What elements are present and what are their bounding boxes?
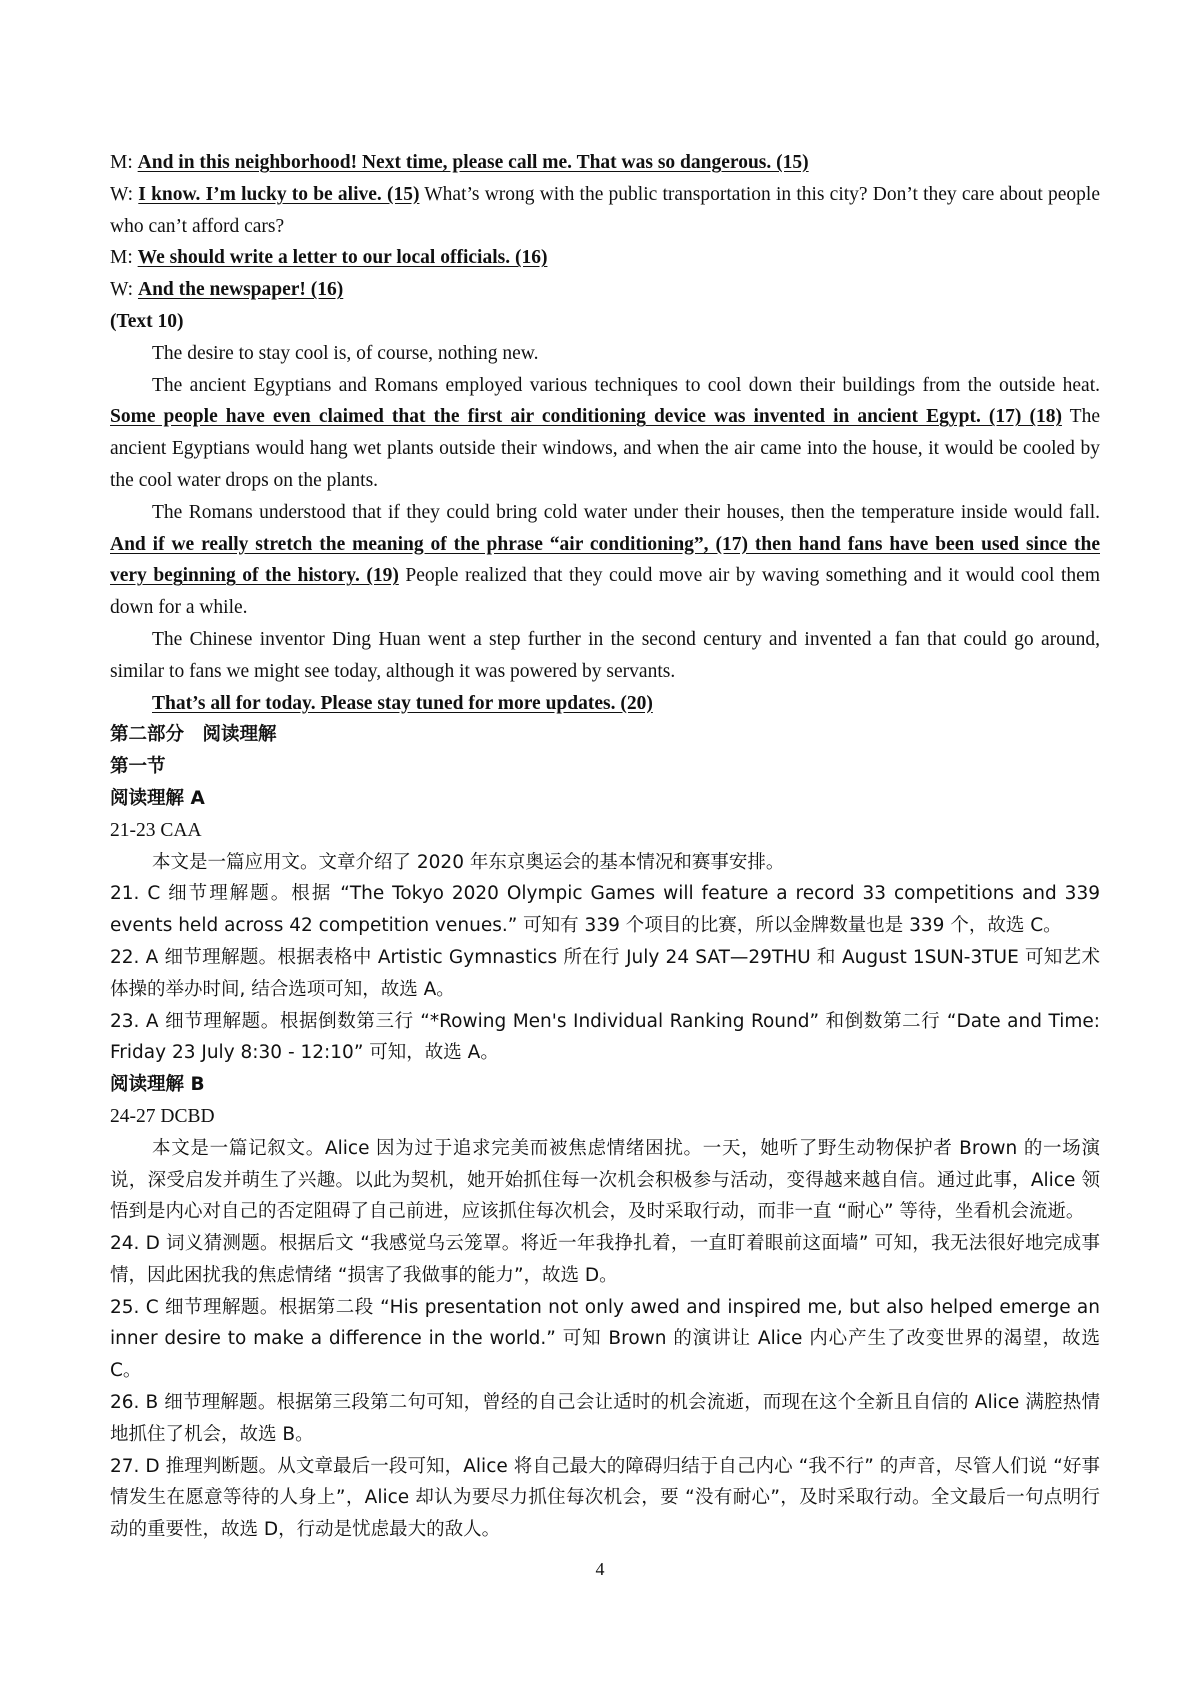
- underlined-answer: We should write a letter to our local officials. (16): [137, 247, 548, 269]
- reading-a-item-21: 21. C 细节理解题。根据 “The Tokyo 2020 Olympic Games will feature a record 33 competitions and 339 events held across 42 competition venues.” 可知有 339 个项目的比赛，所以金牌数量也是 339 个，故选 C。: [110, 883, 1100, 937]
- paragraph-text: People realized that they could move air by waving something and it would cool them down for a while.: [110, 565, 1100, 619]
- underlined-answer: Some people have even claimed that the first air conditioning device was invented in ancient Egypt. (17) (18): [110, 406, 1062, 428]
- paragraph-text: The ancient Egyptians would hang wet plants outside their windows, and when the air came into the house, it would be cooled by the cool water drops on the plants.: [110, 406, 1100, 491]
- reading-b-item-24: 24. D 词义猜测题。根据后文 “我感觉乌云笼罩。将近一年我挣扎着，一直盯着眼前这面墙” 可知，我无法很好地完成事情，因此困扰我的焦虑情绪 “损害了我做事的能力”，故选 D。: [110, 1233, 1100, 1286]
- paragraph-text: The desire to stay cool is, of course, nothing new.: [152, 342, 539, 364]
- reading-b-item-26: 26. B 细节理解题。根据第三段第二句可知，曾经的自己会让适时的机会流逝，而现在这个全新且自信的 Alice 满腔热情地抓住了机会，故选 B。: [110, 1392, 1100, 1445]
- section-title: 第一节: [110, 756, 166, 778]
- underlined-answer: And if we really stretch the meaning of the phrase “air conditioning”, (17) then hand fans have been used since the very beginning of the history. (19): [110, 533, 1100, 587]
- dialogue-line-3: [110, 242, 1100, 274]
- text10-paragraph-1: [110, 338, 1100, 370]
- page-number: 4: [595, 1559, 605, 1579]
- reading-a-answers: 21-23 CAA: [110, 819, 202, 841]
- reading-a-heading: 阅读理解 A: [110, 787, 205, 809]
- page-content: [110, 147, 1100, 1546]
- underlined-answer: That’s all for today. Please stay tuned for more updates. (20): [152, 692, 653, 714]
- reading-b-answers: 24-27 DCBD: [110, 1105, 215, 1127]
- speaker-label: W:: [110, 279, 138, 301]
- text10-paragraph-2: [110, 370, 1100, 497]
- text10-paragraph-5: [110, 688, 1100, 720]
- dialogue-line-4: [110, 274, 1100, 306]
- paragraph-text: The Chinese inventor Ding Huan went a step further in the second century and invented a fan that could go around, similar to fans we might see today, although it was powered by servants.: [110, 628, 1100, 682]
- text10-heading: (Text 10): [110, 310, 184, 332]
- speaker-label: M:: [110, 247, 138, 269]
- dialogue-text: What’s wrong with the public transportation in this city? Don’t they care about people who can’t afford cars?: [110, 183, 1100, 237]
- reading-b-item-27: 27. D 推理判断题。从文章最后一段可知，Alice 将自己最大的障碍归结于自己内心 “我不行” 的声音，尽管人们说 “好事情发生在愿意等待的人身上”，Alice 却认为要尽力抓住每次机会，要 “没有耐心”，及时采取行动。全文最后一句点明行动的重要性，故选 D，行动是忧虑最大的敌人。: [110, 1455, 1100, 1541]
- paragraph-text: The Romans understood that if they could bring cold water under their houses, then the temperature inside would fall.: [152, 501, 1100, 523]
- part2-title: 第二部分 阅读理解: [110, 724, 277, 746]
- reading-b-heading: 阅读理解 B: [110, 1074, 205, 1096]
- reading-b-item-25: 25. C 细节理解题。根据第二段 “His presentation not only awed and inspired me, but also helped emerge an inner desire to make a difference in the world.” 可知 Brown 的演讲让 Alice 内心产生了改变世界的渴望，故选 C。: [110, 1296, 1100, 1382]
- dialogue-line-2: [110, 179, 1100, 243]
- reading-a-item-22: 22. A 细节理解题。根据表格中 Artistic Gymnastics 所在行 July 24 SAT—29THU 和 August 1SUN-3TUE 可知艺术体操的举办时间, 结合选项可知，故选 A。: [110, 946, 1100, 1000]
- text10-paragraph-3: [110, 497, 1100, 624]
- reading-a-item-23: 23. A 细节理解题。根据倒数第三行 “*Rowing Men's Individual Ranking Round” 和倒数第二行 “Date and Time: Friday 23 July 8:30 - 12:10” 可知，故选 A。: [110, 1010, 1100, 1064]
- dialogue-line-1: [110, 147, 1100, 179]
- reading-b-summary: 本文是一篇记叙文。Alice 因为过于追求完美而被焦虑情绪困扰。一天，她听了野生动物保护者 Brown 的一场演说，深受启发并萌生了兴趣。以此为契机，她开始抓住每一次机会积极参与活动，变得越来越自信。通过此事，Alice 领悟到是内心对自己的否定阻碍了自己前进，应该抓住每次机会，及时采取行动，而非一直 “耐心” 等待，坐看机会流逝。: [110, 1137, 1100, 1223]
- speaker-label: M:: [110, 152, 138, 173]
- underlined-answer: And the newspaper! (16): [137, 279, 344, 301]
- reading-a-summary: 本文是一篇应用文。文章介绍了 2020 年东京奥运会的基本情况和赛事安排。: [152, 851, 785, 873]
- underlined-answer: I know. I’m lucky to be alive. (15): [138, 183, 420, 205]
- underlined-answer: And in this neighborhood! Next time, please call me. That was so dangerous. (15): [137, 152, 809, 173]
- speaker-label: W:: [110, 183, 139, 205]
- text10-paragraph-4: [110, 624, 1100, 688]
- paragraph-text: The ancient Egyptians and Romans employed various techniques to cool down their buildings from the outside heat.: [152, 374, 1100, 396]
